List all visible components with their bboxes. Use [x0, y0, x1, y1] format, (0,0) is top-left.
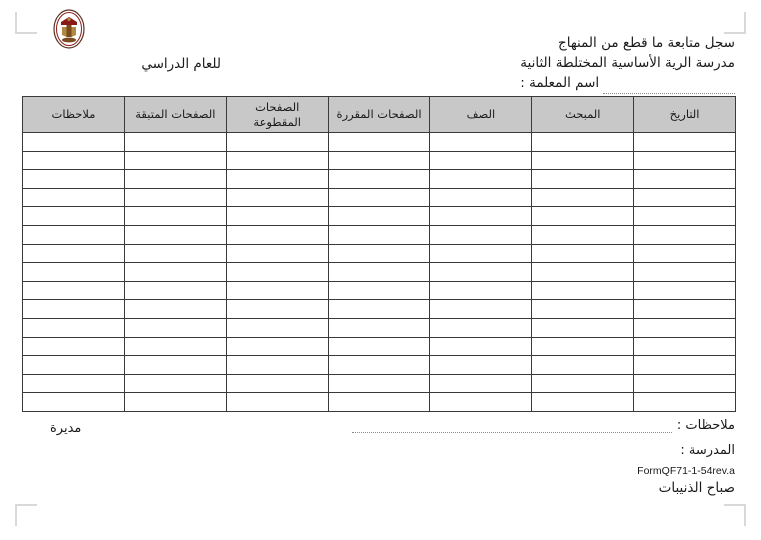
teacher-name-label: اسم المعلمة :: [520, 75, 600, 92]
table-cell[interactable]: [226, 263, 328, 282]
table-cell[interactable]: [328, 281, 430, 300]
document-footer: [26, 418, 735, 496]
table-cell[interactable]: [23, 151, 125, 170]
table-cell[interactable]: [634, 393, 736, 412]
table-cell[interactable]: [23, 356, 125, 375]
table-cell[interactable]: [532, 133, 634, 152]
table-cell[interactable]: [532, 300, 634, 319]
table-cell[interactable]: [226, 133, 328, 152]
table-cell[interactable]: [430, 300, 532, 319]
table-row: [23, 133, 736, 152]
table-cell[interactable]: [124, 281, 226, 300]
table-cell[interactable]: [226, 374, 328, 393]
table-cell[interactable]: [634, 244, 736, 263]
table-row: [23, 244, 736, 263]
table-cell[interactable]: [23, 225, 125, 244]
table-row: [23, 281, 736, 300]
table-cell[interactable]: [124, 263, 226, 282]
table-cell[interactable]: [532, 225, 634, 244]
crop-mark-bottom-right: [724, 504, 746, 526]
jordan-coat-of-arms-icon: [48, 8, 90, 50]
table-cell[interactable]: [328, 300, 430, 319]
form-code: FormQF71-1-54rev.a: [637, 465, 735, 477]
table-cell[interactable]: [634, 281, 736, 300]
notes-blank[interactable]: [352, 422, 672, 433]
table-cell[interactable]: [532, 337, 634, 356]
table-cell[interactable]: [124, 393, 226, 412]
table-cell[interactable]: [328, 207, 430, 226]
table-cell[interactable]: [532, 151, 634, 170]
table-cell[interactable]: [532, 356, 634, 375]
table-cell[interactable]: [430, 225, 532, 244]
column-header-covered-pages: الصفحات المقطوعة: [226, 97, 328, 133]
table-cell[interactable]: [124, 151, 226, 170]
table-cell[interactable]: [634, 300, 736, 319]
table-cell[interactable]: [430, 133, 532, 152]
table-cell[interactable]: [23, 281, 125, 300]
table-body: [23, 133, 736, 412]
table-cell[interactable]: [634, 133, 736, 152]
table-cell[interactable]: [634, 318, 736, 337]
table-cell[interactable]: [532, 263, 634, 282]
table-cell[interactable]: [634, 188, 736, 207]
table-cell[interactable]: [226, 151, 328, 170]
table-cell[interactable]: [124, 170, 226, 189]
notes-field[interactable]: [26, 418, 735, 433]
table-cell[interactable]: [328, 170, 430, 189]
column-header-notes: ملاحظات: [23, 97, 125, 133]
table-header-row: [23, 97, 736, 133]
table-cell[interactable]: [328, 151, 430, 170]
school-name: مدرسة الرية الأساسية المختلطة الثانية: [520, 54, 735, 71]
table-cell[interactable]: [532, 374, 634, 393]
table-cell[interactable]: [226, 281, 328, 300]
table-cell[interactable]: [532, 207, 634, 226]
table-row: [23, 318, 736, 337]
table-cell[interactable]: [430, 337, 532, 356]
table-cell[interactable]: [634, 225, 736, 244]
column-header-date: التاريخ: [634, 97, 736, 133]
table-cell[interactable]: [124, 188, 226, 207]
table-cell[interactable]: [430, 281, 532, 300]
table-cell[interactable]: [226, 356, 328, 375]
table-cell[interactable]: [124, 244, 226, 263]
table-cell[interactable]: [430, 374, 532, 393]
academic-year-label: للعام الدراسي: [141, 56, 221, 72]
table-cell[interactable]: [23, 188, 125, 207]
table-cell[interactable]: [226, 207, 328, 226]
table-cell[interactable]: [430, 318, 532, 337]
table-cell[interactable]: [226, 300, 328, 319]
table-cell[interactable]: [124, 300, 226, 319]
table-cell[interactable]: [124, 225, 226, 244]
table-cell[interactable]: [328, 225, 430, 244]
teacher-name-blank[interactable]: [603, 83, 735, 94]
table-cell[interactable]: [328, 263, 430, 282]
table-cell[interactable]: [634, 151, 736, 170]
table-cell[interactable]: [328, 188, 430, 207]
column-header-grade: الصف: [430, 97, 532, 133]
table-cell[interactable]: [430, 207, 532, 226]
crop-mark-top-right: [724, 12, 746, 34]
table-cell[interactable]: [124, 133, 226, 152]
table-cell[interactable]: [634, 356, 736, 375]
teacher-name-field[interactable]: [520, 74, 735, 94]
table-cell[interactable]: [23, 337, 125, 356]
table-cell[interactable]: [532, 188, 634, 207]
table-cell[interactable]: [226, 188, 328, 207]
table-cell[interactable]: [23, 318, 125, 337]
table-cell[interactable]: [226, 244, 328, 263]
table-cell[interactable]: [430, 170, 532, 189]
table-row: [23, 393, 736, 412]
table-cell[interactable]: [226, 393, 328, 412]
table-row: [23, 374, 736, 393]
table-row: [23, 263, 736, 282]
table-cell[interactable]: [532, 281, 634, 300]
table-cell[interactable]: [328, 318, 430, 337]
table-cell[interactable]: [328, 393, 430, 412]
table-cell[interactable]: [634, 263, 736, 282]
crop-mark-bottom-left: [15, 504, 37, 526]
table-row: [23, 188, 736, 207]
table-cell[interactable]: [532, 393, 634, 412]
table-row: [23, 225, 736, 244]
table-cell[interactable]: [328, 133, 430, 152]
table-cell[interactable]: [124, 356, 226, 375]
table-cell[interactable]: [532, 318, 634, 337]
table-cell[interactable]: [23, 133, 125, 152]
table-row: [23, 356, 736, 375]
table-cell[interactable]: [124, 207, 226, 226]
crop-mark-top-left: [15, 12, 37, 34]
school-field-label: المدرسة :: [680, 443, 735, 458]
curriculum-coverage-table: [22, 96, 736, 412]
table-cell[interactable]: [634, 374, 736, 393]
table-cell[interactable]: [430, 393, 532, 412]
table-cell[interactable]: [634, 207, 736, 226]
table-cell[interactable]: [23, 374, 125, 393]
table-cell[interactable]: [634, 337, 736, 356]
document-header: [520, 34, 735, 94]
column-header-assigned-pages: الصفحات المقررة: [328, 97, 430, 133]
table-cell[interactable]: [328, 244, 430, 263]
table-cell[interactable]: [23, 170, 125, 189]
column-header-subject: المبحث: [532, 97, 634, 133]
notes-label: ملاحظات :: [676, 418, 735, 433]
table-row: [23, 300, 736, 319]
table-row: [23, 207, 736, 226]
table-cell[interactable]: [226, 225, 328, 244]
table-cell[interactable]: [226, 170, 328, 189]
table-row: [23, 337, 736, 356]
table-cell[interactable]: [226, 337, 328, 356]
table-cell[interactable]: [328, 374, 430, 393]
principal-signature-label: مديرة: [50, 421, 82, 436]
table-row: [23, 151, 736, 170]
table-cell[interactable]: [124, 374, 226, 393]
table-cell[interactable]: [226, 318, 328, 337]
author-name: صباح الذنيبات: [658, 480, 735, 496]
table-cell[interactable]: [23, 207, 125, 226]
table-cell[interactable]: [430, 151, 532, 170]
table-cell[interactable]: [328, 356, 430, 375]
table-cell[interactable]: [124, 318, 226, 337]
table-cell[interactable]: [23, 244, 125, 263]
table-cell[interactable]: [23, 393, 125, 412]
table-cell[interactable]: [430, 188, 532, 207]
table-cell[interactable]: [328, 337, 430, 356]
table-cell[interactable]: [634, 170, 736, 189]
table-row: [23, 170, 736, 189]
document-title: سجل متابعة ما قطع من المنهاج: [558, 35, 735, 51]
table-cell[interactable]: [23, 263, 125, 282]
table-cell[interactable]: [430, 263, 532, 282]
table-cell[interactable]: [430, 356, 532, 375]
table-cell[interactable]: [532, 170, 634, 189]
table-cell[interactable]: [430, 244, 532, 263]
column-header-remaining-pages: الصفحات المتبقة: [124, 97, 226, 133]
table-cell[interactable]: [23, 300, 125, 319]
table-cell[interactable]: [532, 244, 634, 263]
table-cell[interactable]: [124, 337, 226, 356]
